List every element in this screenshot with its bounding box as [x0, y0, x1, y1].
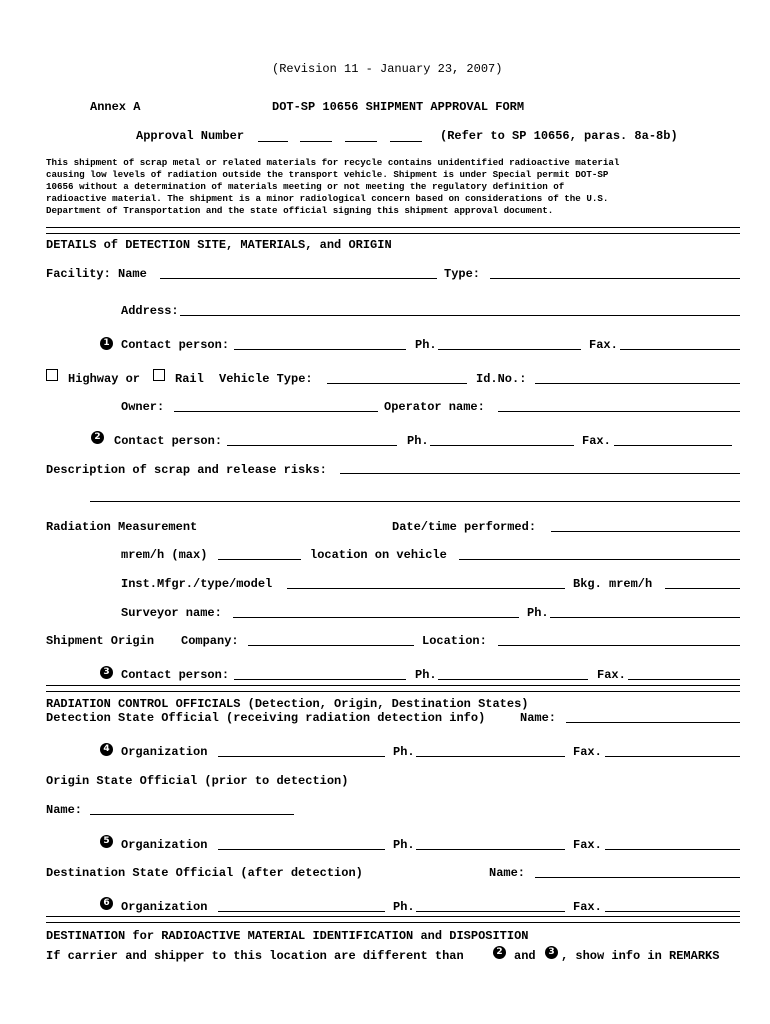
phone-3-field[interactable] [438, 679, 588, 680]
contact-person-1-field[interactable] [234, 349, 406, 350]
intro-line: Department of Transportation and the state official signing this shipment approval document. [46, 205, 554, 216]
radiation-measurement-label: Radiation Measurement [46, 520, 198, 534]
fax-3-field[interactable] [628, 679, 740, 680]
intro-line: 10656 without a determination of materials meeting or not meeting the regulatory definition of [46, 181, 565, 192]
rail-checkbox[interactable] [153, 369, 165, 381]
fax-label: Fax. [589, 338, 618, 352]
phone-1-field[interactable] [438, 349, 581, 350]
marker-2: 2 [91, 431, 104, 444]
operator-name-label: Operator name: [384, 400, 485, 414]
form-title: DOT-SP 10656 SHIPMENT APPROVAL FORM [272, 100, 525, 114]
company-field[interactable] [248, 645, 414, 646]
marker-1: 1 [100, 337, 113, 350]
name-label: Name: [489, 866, 526, 880]
highway-label: Highway or [68, 372, 141, 386]
detection-state-official-label: Detection State Official (receiving radiation detection info) [46, 711, 486, 725]
phone-5-field[interactable] [416, 849, 565, 850]
highway-checkbox[interactable] [46, 369, 58, 381]
phone-label: Ph. [415, 668, 437, 682]
intro-line: This shipment of scrap metal or related materials for recycle contains unidentified radioactive material [46, 157, 620, 168]
surveyor-phone-field[interactable] [550, 617, 740, 618]
owner-field[interactable] [174, 411, 378, 412]
contact-person-label: Contact person: [121, 668, 230, 682]
origin-state-official-label: Origin State Official (prior to detection) [46, 774, 349, 788]
intro-line: radioactive material. The shipment is a minor radiological concern based on considerations of the U.S. [46, 193, 609, 204]
address-field[interactable] [180, 315, 740, 316]
phone-label: Ph. [527, 606, 549, 620]
destination-note: If carrier and shipper to this location are different than [46, 949, 464, 963]
contact-person-2-field[interactable] [227, 445, 397, 446]
fax-5-field[interactable] [605, 849, 740, 850]
detection-official-name-field[interactable] [566, 722, 740, 723]
section-divider [46, 685, 740, 692]
fax-label: Fax. [573, 838, 602, 852]
date-time-field[interactable] [551, 531, 740, 532]
approval-number-field-1[interactable] [258, 141, 288, 142]
marker-3-ref: 3 [545, 946, 558, 959]
origin-official-name-field[interactable] [90, 814, 294, 815]
phone-label: Ph. [393, 838, 415, 852]
marker-4: 4 [100, 743, 113, 756]
approval-number-field-3[interactable] [345, 141, 377, 142]
destination-note-end: , show info in REMARKS [561, 949, 720, 963]
fax-label: Fax. [573, 900, 602, 914]
facility-name-field[interactable] [160, 278, 437, 279]
instrument-field[interactable] [287, 588, 565, 589]
surveyor-name-label: Surveyor name: [121, 606, 222, 620]
organization-6-field[interactable] [218, 911, 385, 912]
revision-note: (Revision 11 - January 23, 2007) [272, 62, 503, 76]
approval-number-label: Approval Number [136, 129, 245, 143]
destination-heading: DESTINATION for RADIOACTIVE MATERIAL IDENTIFICATION and DISPOSITION [46, 929, 529, 943]
destination-state-official-label: Destination State Official (after detection) [46, 866, 363, 880]
description-field[interactable] [340, 473, 740, 474]
approval-number-field-2[interactable] [300, 141, 332, 142]
fax-6-field[interactable] [605, 911, 740, 912]
contact-person-3-field[interactable] [234, 679, 406, 680]
facility-name-label: Facility: Name [46, 267, 147, 281]
vehicle-type-field[interactable] [327, 383, 467, 384]
company-label: Company: [181, 634, 239, 648]
organization-label: Organization [121, 838, 208, 852]
mrem-max-field[interactable] [218, 559, 301, 560]
fax-2-field[interactable] [614, 445, 732, 446]
annex-label: Annex A [90, 100, 141, 114]
marker-5: 5 [100, 835, 113, 848]
facility-type-label: Type: [444, 267, 481, 281]
approval-number-field-4[interactable] [390, 141, 422, 142]
instrument-label: Inst.Mfgr./type/model [121, 577, 273, 591]
organization-label: Organization [121, 745, 208, 759]
background-field[interactable] [665, 588, 740, 589]
fax-label: Fax. [582, 434, 611, 448]
operator-name-field[interactable] [498, 411, 740, 412]
background-label: Bkg. mrem/h [573, 577, 653, 591]
surveyor-name-field[interactable] [233, 617, 519, 618]
fax-4-field[interactable] [605, 756, 740, 757]
intro-line: causing low levels of radiation outside the transport vehicle. Shipment is under Special permit DOT-SP [46, 169, 609, 180]
vehicle-type-label: Vehicle Type: [219, 372, 313, 386]
mrem-max-label: mrem/h (max) [121, 548, 208, 562]
destination-note-and: and [514, 949, 536, 963]
organization-5-field[interactable] [218, 849, 385, 850]
contact-person-label: Contact person: [114, 434, 223, 448]
location-on-vehicle-label: location on vehicle [310, 548, 447, 562]
shipment-origin-label: Shipment Origin [46, 634, 155, 648]
fax-label: Fax. [597, 668, 626, 682]
phone-label: Ph. [393, 745, 415, 759]
location-label: Location: [422, 634, 487, 648]
marker-3: 3 [100, 666, 113, 679]
organization-4-field[interactable] [218, 756, 385, 757]
facility-type-field[interactable] [490, 278, 740, 279]
phone-6-field[interactable] [416, 911, 565, 912]
id-no-field[interactable] [535, 383, 740, 384]
details-heading: DETAILS of DETECTION SITE, MATERIALS, and ORIGIN [46, 238, 392, 252]
destination-official-name-field[interactable] [535, 877, 740, 878]
location-on-vehicle-field[interactable] [459, 559, 740, 560]
fax-label: Fax. [573, 745, 602, 759]
id-no-label: Id.No.: [476, 372, 527, 386]
reference-note: (Refer to SP 10656, paras. 8a-8b) [440, 129, 678, 143]
contact-person-label: Contact person: [121, 338, 230, 352]
address-label: Address: [121, 304, 179, 318]
description-label: Description of scrap and release risks: [46, 463, 327, 477]
phone-4-field[interactable] [416, 756, 565, 757]
phone-2-field[interactable] [430, 445, 574, 446]
fax-1-field[interactable] [620, 349, 740, 350]
owner-label: Owner: [121, 400, 165, 414]
description-field-line-2[interactable] [90, 501, 740, 502]
organization-label: Organization [121, 900, 208, 914]
section-divider [46, 227, 740, 234]
rail-label: Rail [175, 372, 204, 386]
officials-heading: RADIATION CONTROL OFFICIALS (Detection, Origin, Destination States) [46, 697, 529, 711]
phone-label: Ph. [407, 434, 429, 448]
section-divider [46, 916, 740, 923]
phone-label: Ph. [415, 338, 437, 352]
location-field[interactable] [498, 645, 740, 646]
marker-2-ref: 2 [493, 946, 506, 959]
name-label: Name: [520, 711, 557, 725]
name-label: Name: [46, 803, 83, 817]
date-time-label: Date/time performed: [392, 520, 537, 534]
phone-label: Ph. [393, 900, 415, 914]
marker-6: 6 [100, 897, 113, 910]
